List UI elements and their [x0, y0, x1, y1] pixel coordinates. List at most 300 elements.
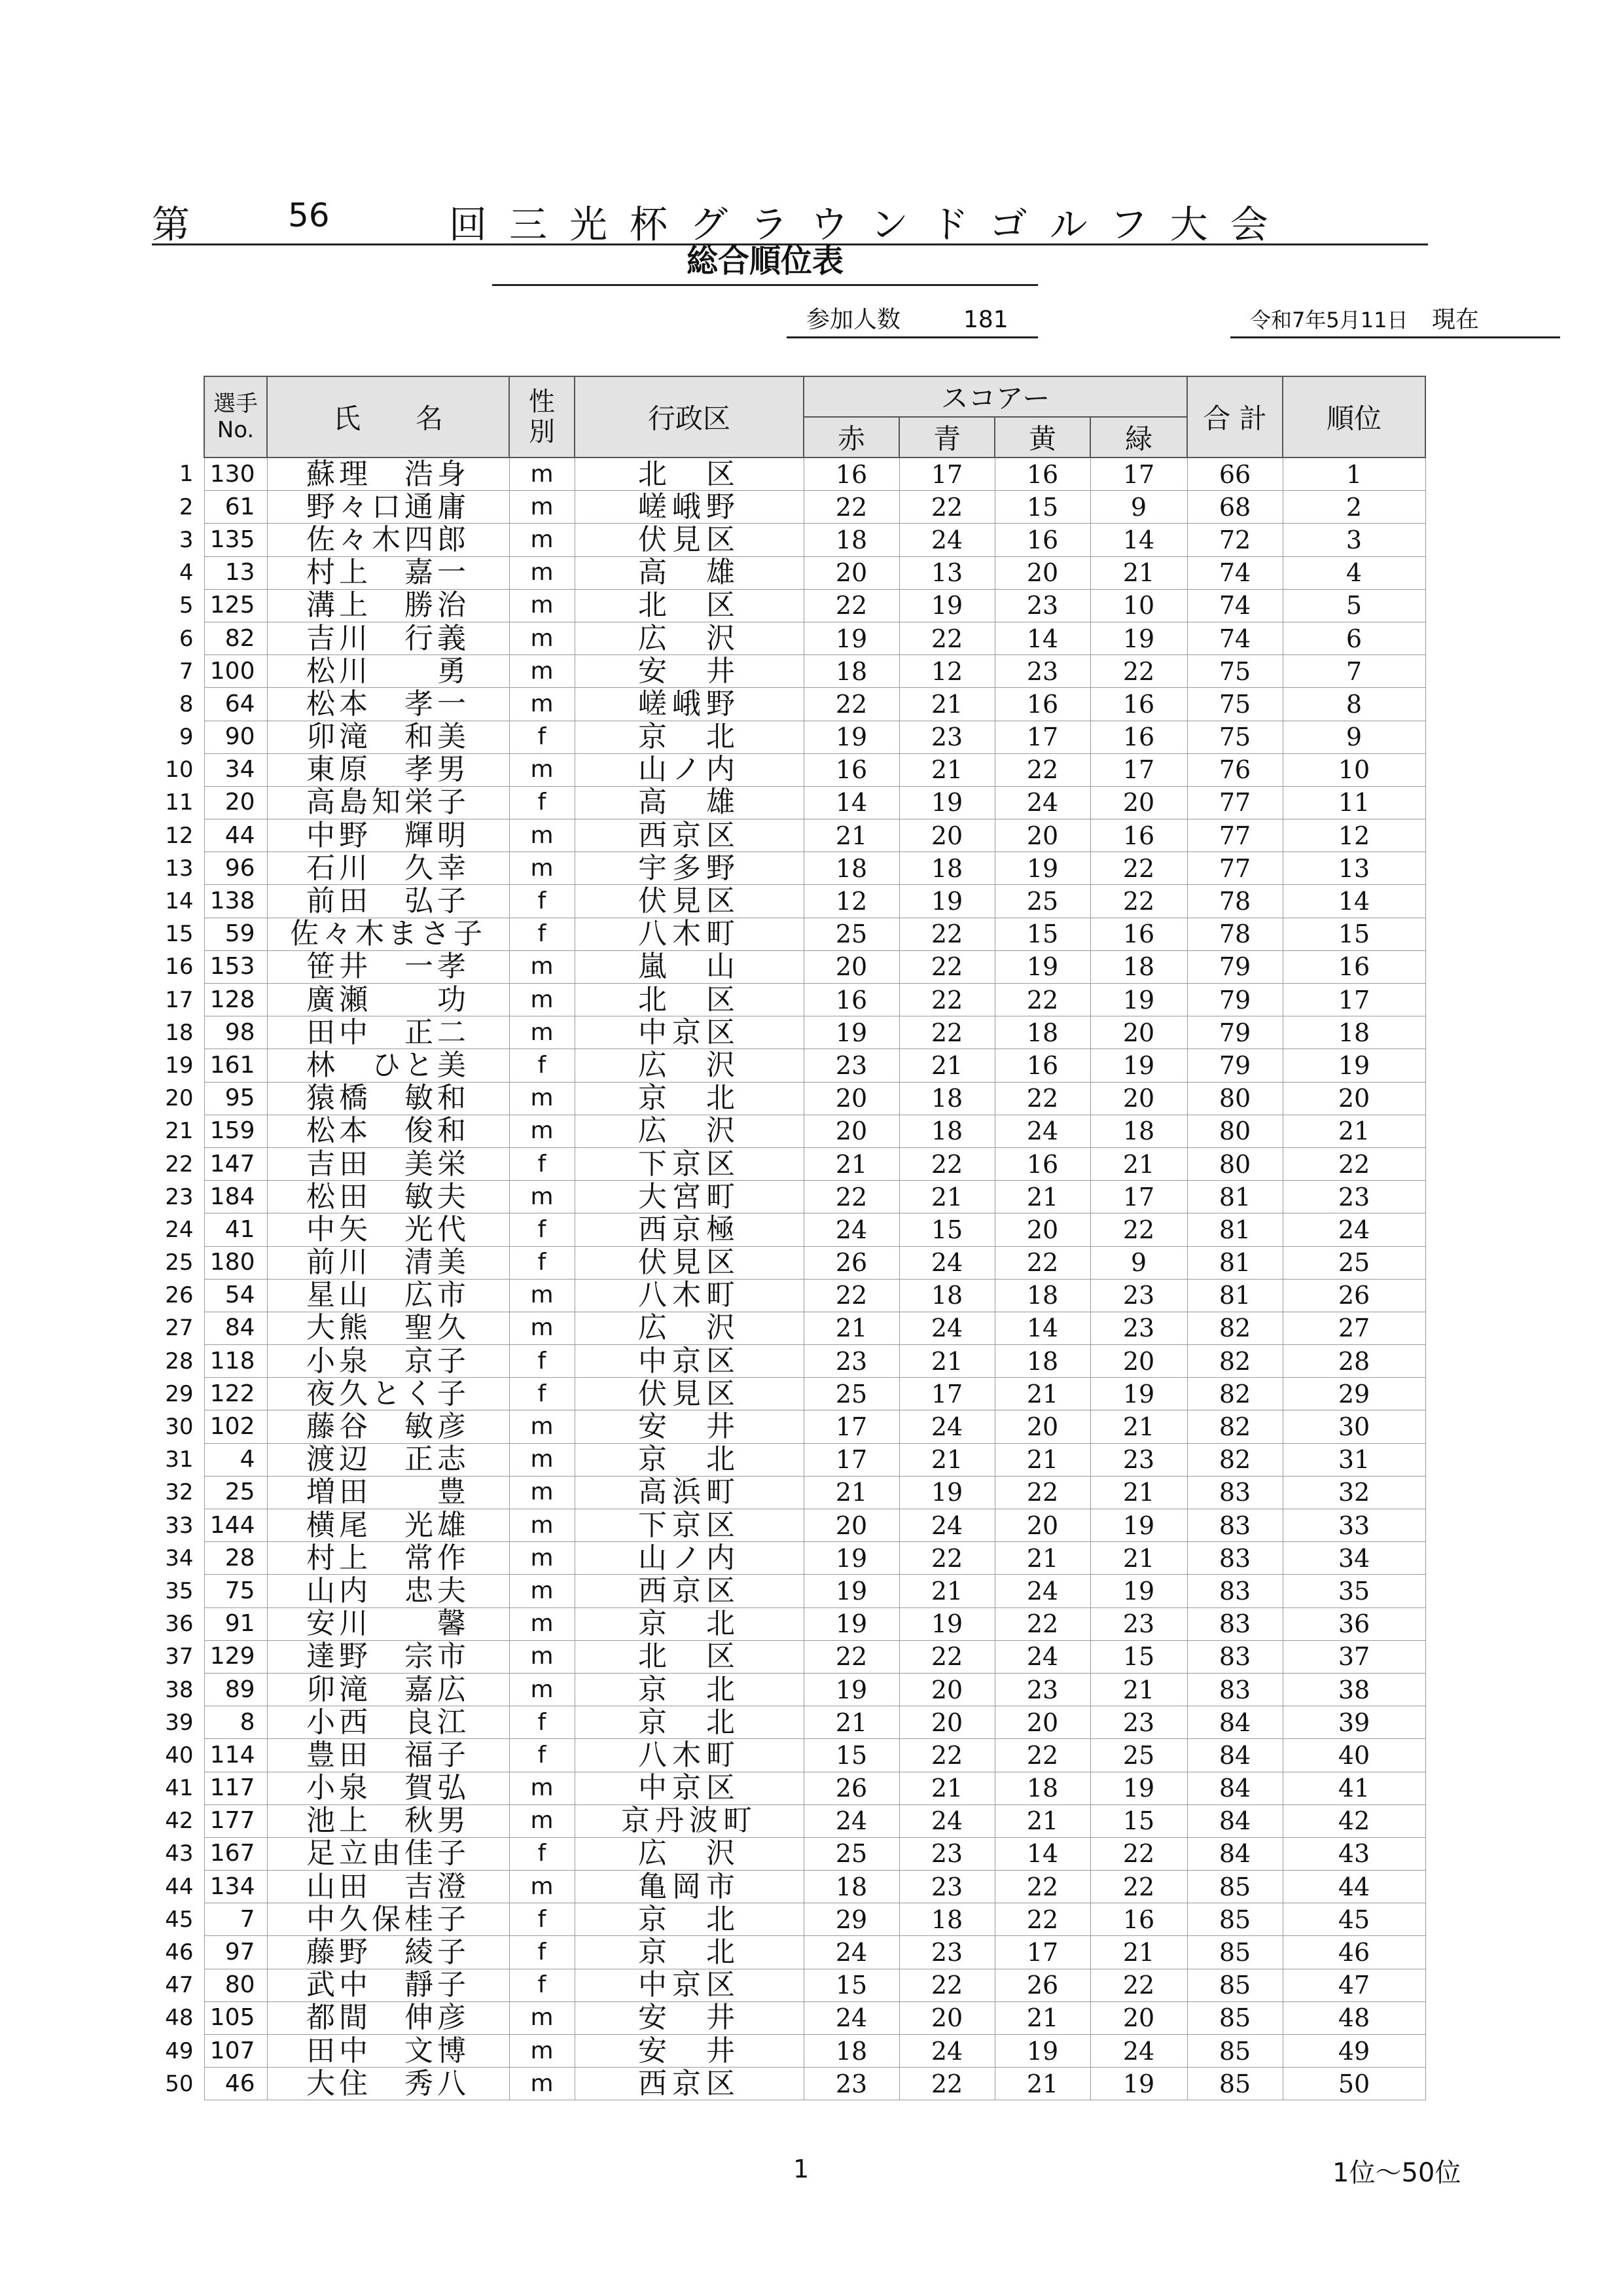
score-blue: 22	[899, 1640, 995, 1673]
score-red: 19	[804, 1673, 899, 1706]
player-ward: 西京極	[575, 1213, 804, 1246]
score-total: 80	[1187, 1082, 1283, 1115]
table-row	[157, 589, 1425, 622]
player-sex: m	[509, 1115, 575, 1147]
row-index: 10	[165, 757, 194, 783]
score-red: 19	[804, 721, 899, 753]
player-sex: m	[509, 753, 575, 786]
player-name: 武中 靜子	[267, 1969, 509, 2001]
player-ward: 広 沢	[575, 1312, 804, 1344]
score-red: 21	[804, 1706, 899, 1739]
player-ward: 伏見区	[575, 885, 804, 918]
score-yellow: 19	[995, 2035, 1090, 2068]
score-yellow: 21	[995, 1804, 1090, 1837]
player-rank: 23	[1283, 1181, 1425, 1213]
score-red: 25	[804, 1837, 899, 1870]
score-red: 24	[804, 1804, 899, 1837]
player-no: 80	[204, 1969, 267, 2001]
table-row	[157, 1936, 1425, 1969]
score-total: 75	[1187, 655, 1283, 688]
score-red: 23	[804, 2068, 899, 2100]
score-blue: 24	[899, 2035, 995, 2068]
player-ward: 京 北	[575, 1903, 804, 1936]
player-no: 59	[204, 918, 267, 950]
score-total: 85	[1187, 1871, 1283, 1903]
player-ward: 宇多野	[575, 852, 804, 885]
score-red: 24	[804, 1213, 899, 1246]
player-rank: 33	[1283, 1509, 1425, 1542]
player-name: 佐々木四郎	[267, 524, 509, 556]
player-sex: m	[509, 457, 575, 491]
table-row	[157, 1706, 1425, 1739]
player-name: 渡辺 正志	[267, 1443, 509, 1476]
row-index: 31	[165, 1446, 194, 1473]
player-name: 横尾 光雄	[267, 1509, 509, 1542]
sex-header	[509, 376, 575, 457]
table-row	[157, 2068, 1425, 2100]
row-index: 13	[165, 855, 194, 882]
player-sex: m	[509, 589, 575, 622]
score-blue: 22	[899, 984, 995, 1016]
score-yellow: 18	[995, 1016, 1090, 1049]
player-rank: 15	[1283, 918, 1425, 950]
score-yellow: 16	[995, 688, 1090, 721]
player-rank: 47	[1283, 1969, 1425, 2001]
player-rank: 42	[1283, 1804, 1425, 1837]
player-ward: 嵐 山	[575, 950, 804, 983]
player-ward: 広 沢	[575, 1049, 804, 1082]
table-row	[157, 819, 1425, 852]
table-row	[157, 918, 1425, 950]
player-rank: 25	[1283, 1246, 1425, 1279]
player-no: 20	[204, 786, 267, 819]
score-red: 25	[804, 918, 899, 950]
score-total: 75	[1187, 688, 1283, 721]
player-ward: 嵯峨野	[575, 688, 804, 721]
score-yellow: 16	[995, 457, 1090, 491]
table-row	[157, 1115, 1425, 1147]
player-no-header	[204, 376, 267, 457]
player-sex: f	[509, 1903, 575, 1936]
row-index: 36	[165, 1611, 194, 1638]
score-blue: 24	[899, 1509, 995, 1542]
score-yellow: 20	[995, 1213, 1090, 1246]
player-ward: 西京区	[575, 819, 804, 852]
score-yellow: 18	[995, 1279, 1090, 1312]
score-yellow: 19	[995, 852, 1090, 885]
score-blue: 21	[899, 753, 995, 786]
score-red: 24	[804, 2001, 899, 2034]
player-no: 180	[204, 1246, 267, 1279]
score-green: 16	[1090, 918, 1187, 950]
player-no: 129	[204, 1640, 267, 1673]
player-name: 高島知栄子	[267, 786, 509, 819]
blue-header: 青	[899, 417, 995, 457]
row-index: 33	[165, 1512, 194, 1539]
score-total: 79	[1187, 1016, 1283, 1049]
score-red: 20	[804, 1115, 899, 1147]
player-ward: 高浜町	[575, 1476, 804, 1509]
score-green: 10	[1090, 589, 1187, 622]
player-no: 118	[204, 1345, 267, 1378]
table-row	[157, 852, 1425, 885]
score-red: 19	[804, 1542, 899, 1575]
player-no: 161	[204, 1049, 267, 1082]
score-total: 84	[1187, 1772, 1283, 1804]
score-green: 19	[1090, 1049, 1187, 1082]
player-rank: 40	[1283, 1739, 1425, 1772]
table-row	[157, 556, 1425, 589]
row-index: 37	[165, 1643, 194, 1670]
player-no: 167	[204, 1837, 267, 1870]
score-green: 19	[1090, 2068, 1187, 2100]
row-index: 17	[165, 986, 194, 1013]
score-red: 20	[804, 1509, 899, 1542]
score-green: 20	[1090, 2001, 1187, 2034]
player-no: 130	[204, 457, 267, 491]
table-row	[157, 2035, 1425, 2068]
score-total: 84	[1187, 1706, 1283, 1739]
score-green: 22	[1090, 1213, 1187, 1246]
player-sex: f	[509, 1837, 575, 1870]
player-rank: 13	[1283, 852, 1425, 885]
player-name: 小泉 京子	[267, 1345, 509, 1378]
score-blue: 18	[899, 1115, 995, 1147]
score-blue: 21	[899, 1345, 995, 1378]
row-index: 27	[165, 1315, 194, 1342]
score-yellow: 15	[995, 918, 1090, 950]
score-yellow: 18	[995, 1772, 1090, 1804]
row-index: 12	[165, 822, 194, 849]
score-total: 82	[1187, 1410, 1283, 1443]
score-yellow: 14	[995, 622, 1090, 655]
score-total: 82	[1187, 1443, 1283, 1476]
row-index: 44	[165, 1873, 194, 1900]
player-sex: m	[509, 1871, 575, 1903]
player-no: 61	[204, 491, 267, 524]
score-red: 19	[804, 1607, 899, 1640]
player-sex: f	[509, 1213, 575, 1246]
player-sex: f	[509, 1147, 575, 1180]
score-yellow: 20	[995, 1706, 1090, 1739]
score-blue: 22	[899, 1147, 995, 1180]
score-green: 19	[1090, 622, 1187, 655]
player-no: 90	[204, 721, 267, 753]
player-rank: 45	[1283, 1903, 1425, 1936]
table-row	[157, 786, 1425, 819]
score-total: 83	[1187, 1509, 1283, 1542]
score-yellow: 22	[995, 1246, 1090, 1279]
score-blue: 18	[899, 1082, 995, 1115]
score-blue: 23	[899, 1936, 995, 1969]
score-yellow: 19	[995, 950, 1090, 983]
score-green: 21	[1090, 1542, 1187, 1575]
score-green: 19	[1090, 1509, 1187, 1542]
score-green: 21	[1090, 1936, 1187, 1969]
player-no: 128	[204, 984, 267, 1016]
player-no: 117	[204, 1772, 267, 1804]
score-green: 24	[1090, 2035, 1187, 2068]
score-total: 83	[1187, 1673, 1283, 1706]
player-ward: 安 井	[575, 2035, 804, 2068]
score-red: 16	[804, 753, 899, 786]
score-green: 16	[1090, 721, 1187, 753]
table-row	[157, 1969, 1425, 2001]
player-no: 125	[204, 589, 267, 622]
score-total: 81	[1187, 1181, 1283, 1213]
score-green: 22	[1090, 1969, 1187, 2001]
player-name: 石川 久幸	[267, 852, 509, 885]
player-name: 池上 秋男	[267, 1804, 509, 1837]
player-ward: 京 北	[575, 1673, 804, 1706]
player-name: 中矢 光代	[267, 1213, 509, 1246]
score-yellow: 22	[995, 1607, 1090, 1640]
score-red: 24	[804, 1936, 899, 1969]
row-index: 18	[165, 1019, 194, 1046]
score-yellow: 17	[995, 721, 1090, 753]
score-yellow: 21	[995, 1443, 1090, 1476]
player-name: 村上 常作	[267, 1542, 509, 1575]
player-ward: 北 区	[575, 1640, 804, 1673]
score-yellow: 18	[995, 1345, 1090, 1378]
score-yellow: 26	[995, 1969, 1090, 2001]
table-row	[157, 1739, 1425, 1772]
score-green: 21	[1090, 556, 1187, 589]
table-row	[157, 1049, 1425, 1082]
row-index: 42	[165, 1808, 194, 1835]
score-blue: 21	[899, 688, 995, 721]
score-total: 85	[1187, 1969, 1283, 2001]
score-yellow: 21	[995, 2068, 1090, 2100]
table-row	[157, 1542, 1425, 1575]
player-rank: 8	[1283, 688, 1425, 721]
score-yellow: 16	[995, 524, 1090, 556]
player-sex: m	[509, 1476, 575, 1509]
score-total: 72	[1187, 524, 1283, 556]
score-total: 83	[1187, 1575, 1283, 1607]
player-sex: m	[509, 1082, 575, 1115]
table-row	[157, 1378, 1425, 1410]
player-sex: m	[509, 1279, 575, 1312]
table-row	[157, 1804, 1425, 1837]
table-row	[157, 655, 1425, 688]
score-yellow: 16	[995, 1049, 1090, 1082]
player-no: 147	[204, 1147, 267, 1180]
player-name: 野々口通庸	[267, 491, 509, 524]
score-blue: 19	[899, 1476, 995, 1509]
score-yellow: 22	[995, 984, 1090, 1016]
score-red: 22	[804, 1640, 899, 1673]
row-index: 23	[165, 1183, 194, 1210]
player-sex: f	[509, 1345, 575, 1378]
player-sex: m	[509, 819, 575, 852]
score-red: 22	[804, 688, 899, 721]
player-name: 吉田 美栄	[267, 1147, 509, 1180]
participant-count-label: 参加人数	[806, 306, 901, 333]
player-rank: 44	[1283, 1871, 1425, 1903]
player-rank: 17	[1283, 984, 1425, 1016]
score-green: 15	[1090, 1640, 1187, 1673]
score-blue: 22	[899, 2068, 995, 2100]
score-total: 85	[1187, 2068, 1283, 2100]
score-total: 83	[1187, 1476, 1283, 1509]
player-name: 中野 輝明	[267, 819, 509, 852]
player-sex: m	[509, 852, 575, 885]
score-blue: 22	[899, 491, 995, 524]
player-name: 田中 正二	[267, 1016, 509, 1049]
total-header: 合 計	[1187, 376, 1283, 457]
player-rank: 48	[1283, 2001, 1425, 2034]
player-sex: f	[509, 1049, 575, 1082]
row-index: 8	[179, 691, 194, 717]
player-rank: 41	[1283, 1772, 1425, 1804]
player-sex: f	[509, 1969, 575, 2001]
player-name: 夜久とく子	[267, 1378, 509, 1410]
player-rank: 3	[1283, 524, 1425, 556]
player-sex: m	[509, 2035, 575, 2068]
player-sex: m	[509, 1772, 575, 1804]
table-row	[157, 1772, 1425, 1804]
table-row	[157, 2001, 1425, 2034]
score-blue: 23	[899, 1837, 995, 1870]
player-name: 豊田 福子	[267, 1739, 509, 1772]
score-green: 23	[1090, 1443, 1187, 1476]
player-no-header-bottom: No.	[217, 417, 255, 443]
player-ward: 中京区	[575, 1345, 804, 1378]
player-ward: 下京区	[575, 1509, 804, 1542]
player-name: 山内 忠夫	[267, 1575, 509, 1607]
player-no: 138	[204, 885, 267, 918]
score-total: 78	[1187, 918, 1283, 950]
score-total: 66	[1187, 457, 1283, 491]
event-number: 56	[288, 196, 330, 234]
score-total: 85	[1187, 2001, 1283, 2034]
score-red: 12	[804, 885, 899, 918]
player-name: 松川 勇	[267, 655, 509, 688]
player-rank: 35	[1283, 1575, 1425, 1607]
score-yellow: 21	[995, 1542, 1090, 1575]
player-sex: m	[509, 1312, 575, 1344]
player-no: 64	[204, 688, 267, 721]
player-ward: 安 井	[575, 655, 804, 688]
row-index: 50	[165, 2070, 194, 2097]
player-name: 都間 伸彦	[267, 2001, 509, 2034]
table-row	[157, 457, 1425, 491]
player-rank: 6	[1283, 622, 1425, 655]
player-rank: 1	[1283, 457, 1425, 491]
player-sex: f	[509, 1936, 575, 1969]
score-blue: 18	[899, 852, 995, 885]
table-row	[157, 1082, 1425, 1115]
score-blue: 23	[899, 1871, 995, 1903]
player-name: 蘇理 浩身	[267, 457, 509, 491]
participant-count-value: 181	[963, 306, 1008, 333]
score-blue: 24	[899, 1246, 995, 1279]
player-name: 卯滝 和美	[267, 721, 509, 753]
player-name: 小泉 賀弘	[267, 1772, 509, 1804]
score-yellow: 22	[995, 1871, 1090, 1903]
player-rank: 32	[1283, 1476, 1425, 1509]
player-rank: 9	[1283, 721, 1425, 753]
red-header: 赤	[804, 417, 899, 457]
score-blue: 24	[899, 1410, 995, 1443]
score-blue: 21	[899, 1772, 995, 1804]
player-no: 84	[204, 1312, 267, 1344]
score-blue: 13	[899, 556, 995, 589]
score-blue: 21	[899, 1443, 995, 1476]
score-yellow: 24	[995, 1575, 1090, 1607]
table-row	[157, 1640, 1425, 1673]
score-total: 77	[1187, 852, 1283, 885]
score-total: 82	[1187, 1312, 1283, 1344]
score-green: 21	[1090, 1673, 1187, 1706]
player-no: 13	[204, 556, 267, 589]
score-total: 84	[1187, 1739, 1283, 1772]
player-ward: 八木町	[575, 1279, 804, 1312]
player-name: 藤谷 敏彦	[267, 1410, 509, 1443]
player-sex: m	[509, 622, 575, 655]
row-index: 41	[165, 1775, 194, 1802]
score-header: スコアー	[804, 376, 1187, 417]
table-row	[157, 1181, 1425, 1213]
score-red: 18	[804, 2035, 899, 2068]
player-name: 松田 敏夫	[267, 1181, 509, 1213]
player-ward: 八木町	[575, 918, 804, 950]
table-row	[157, 721, 1425, 753]
player-sex: f	[509, 885, 575, 918]
score-green: 20	[1090, 1016, 1187, 1049]
date-suffix: 現在	[1432, 306, 1480, 333]
row-index: 45	[165, 1906, 194, 1933]
row-index: 21	[165, 1118, 194, 1145]
player-ward: 伏見区	[575, 1246, 804, 1279]
player-ward: 京 北	[575, 1936, 804, 1969]
player-ward: 伏見区	[575, 1378, 804, 1410]
player-sex: m	[509, 1607, 575, 1640]
row-index: 19	[165, 1052, 194, 1079]
score-total: 74	[1187, 622, 1283, 655]
row-index: 34	[165, 1545, 194, 1571]
score-green: 23	[1090, 1607, 1187, 1640]
score-red: 17	[804, 1410, 899, 1443]
score-red: 19	[804, 622, 899, 655]
row-index: 2	[179, 493, 194, 520]
name-header: 氏 名	[267, 376, 509, 457]
player-rank: 4	[1283, 556, 1425, 589]
player-no: 25	[204, 1476, 267, 1509]
score-red: 16	[804, 984, 899, 1016]
score-green: 22	[1090, 885, 1187, 918]
score-green: 23	[1090, 1279, 1187, 1312]
player-no: 100	[204, 655, 267, 688]
score-total: 76	[1187, 753, 1283, 786]
score-red: 20	[804, 950, 899, 983]
score-green: 20	[1090, 1082, 1187, 1115]
player-name: 増田 豊	[267, 1476, 509, 1509]
as-of-date	[1230, 305, 1560, 338]
player-ward: 山ノ内	[575, 1542, 804, 1575]
score-blue: 24	[899, 1804, 995, 1837]
score-red: 25	[804, 1378, 899, 1410]
player-rank: 20	[1283, 1082, 1425, 1115]
table-row	[157, 1443, 1425, 1476]
row-index: 15	[165, 921, 194, 948]
player-no: 41	[204, 1213, 267, 1246]
row-index: 11	[165, 789, 194, 816]
player-name: 村上 嘉一	[267, 556, 509, 589]
table-row	[157, 1575, 1425, 1607]
table-row	[157, 1607, 1425, 1640]
